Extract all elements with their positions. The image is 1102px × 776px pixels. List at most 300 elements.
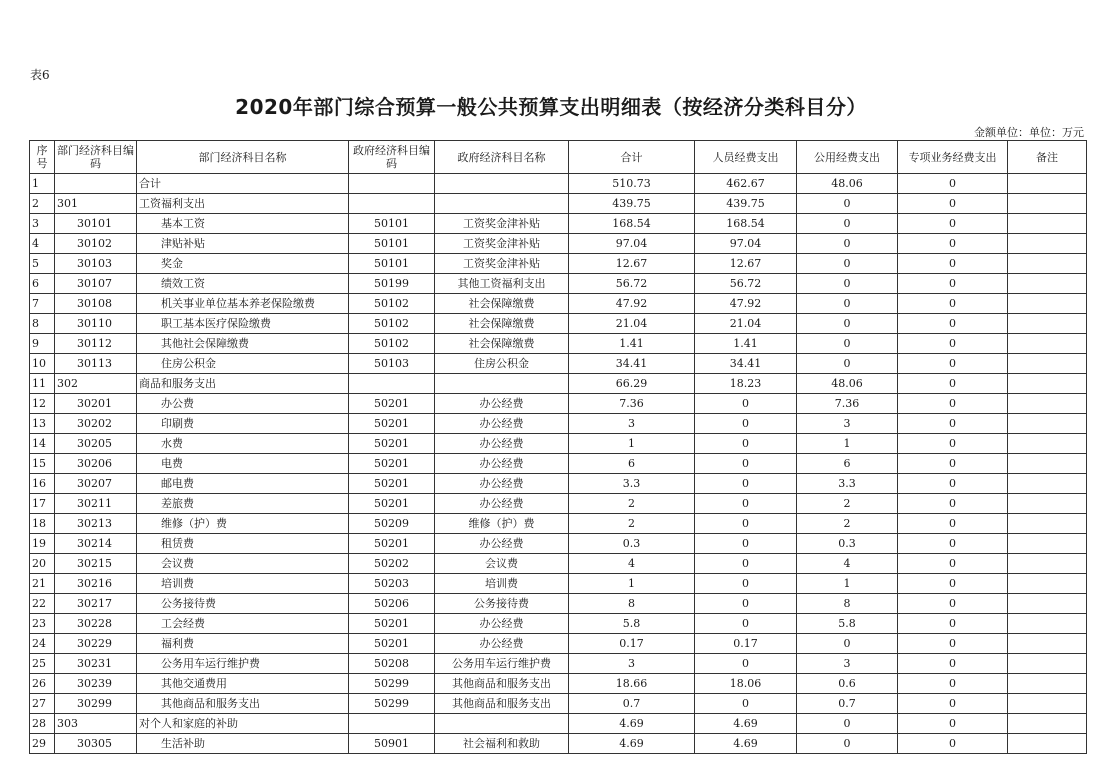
total-cell: 0.3: [569, 534, 695, 554]
note-cell: [1008, 694, 1087, 714]
total-cell: 8: [569, 594, 695, 614]
total-cell: 12.67: [569, 254, 695, 274]
header-cell: 政府经济科目名称: [435, 141, 569, 174]
table-body: [30, 174, 1087, 754]
special-cell: 0: [898, 674, 1008, 694]
gov-name-cell: 办公经费: [435, 474, 569, 494]
gov-code-cell: 50299: [349, 674, 435, 694]
public-cell: 3: [797, 414, 898, 434]
dept-code-cell: 30110: [55, 314, 137, 334]
gov-code-cell: 50203: [349, 574, 435, 594]
personnel-cell: 0: [695, 494, 797, 514]
row-number-cell: 12: [30, 394, 55, 414]
gov-code-cell: [349, 374, 435, 394]
total-cell: 56.72: [569, 274, 695, 294]
dept-name-cell: 水费: [137, 434, 349, 454]
dept-code-cell: 30113: [55, 354, 137, 374]
table-row: [30, 694, 1087, 714]
public-cell: 0.3: [797, 534, 898, 554]
note-cell: [1008, 394, 1087, 414]
gov-code-cell: 50102: [349, 334, 435, 354]
row-number-cell: 16: [30, 474, 55, 494]
gov-code-cell: 50201: [349, 454, 435, 474]
public-cell: 8: [797, 594, 898, 614]
table-row: [30, 474, 1087, 494]
personnel-cell: 0: [695, 434, 797, 454]
gov-name-cell: 社会福利和救助: [435, 734, 569, 754]
total-cell: 97.04: [569, 234, 695, 254]
table-row: [30, 554, 1087, 574]
public-cell: 7.36: [797, 394, 898, 414]
total-cell: 47.92: [569, 294, 695, 314]
note-cell: [1008, 574, 1087, 594]
special-cell: 0: [898, 374, 1008, 394]
row-number-cell: 4: [30, 234, 55, 254]
dept-name-cell: 差旅费: [137, 494, 349, 514]
personnel-cell: 439.75: [695, 194, 797, 214]
row-number-cell: 19: [30, 534, 55, 554]
gov-name-cell: 公务接待费: [435, 594, 569, 614]
total-cell: 7.36: [569, 394, 695, 414]
note-cell: [1008, 714, 1087, 734]
dept-code-cell: 30206: [55, 454, 137, 474]
gov-name-cell: 会议费: [435, 554, 569, 574]
amount-unit: 金额单位：单位：万元: [974, 126, 1084, 139]
gov-name-cell: 工资奖金津补贴: [435, 234, 569, 254]
special-cell: 0: [898, 454, 1008, 474]
note-cell: [1008, 594, 1087, 614]
table-row: [30, 294, 1087, 314]
special-cell: 0: [898, 414, 1008, 434]
note-cell: [1008, 434, 1087, 454]
dept-code-cell: 30228: [55, 614, 137, 634]
table-row: [30, 494, 1087, 514]
gov-code-cell: 50202: [349, 554, 435, 574]
dept-name-cell: 奖金: [137, 254, 349, 274]
personnel-cell: 18.06: [695, 674, 797, 694]
dept-name-cell: 商品和服务支出: [137, 374, 349, 394]
row-number-cell: 7: [30, 294, 55, 314]
special-cell: 0: [898, 734, 1008, 754]
dept-name-cell: 其他社会保障缴费: [137, 334, 349, 354]
dept-code-cell: 30207: [55, 474, 137, 494]
dept-name-cell: 邮电费: [137, 474, 349, 494]
dept-code-cell: 30107: [55, 274, 137, 294]
gov-name-cell: [435, 714, 569, 734]
special-cell: 0: [898, 214, 1008, 234]
total-cell: 4.69: [569, 734, 695, 754]
public-cell: 0: [797, 254, 898, 274]
dept-name-cell: 工资福利支出: [137, 194, 349, 214]
special-cell: 0: [898, 274, 1008, 294]
special-cell: 0: [898, 694, 1008, 714]
dept-name-cell: 印刷费: [137, 414, 349, 434]
gov-name-cell: 其他工资福利支出: [435, 274, 569, 294]
row-number-cell: 22: [30, 594, 55, 614]
gov-name-cell: 社会保障缴费: [435, 334, 569, 354]
table-row: [30, 314, 1087, 334]
row-number-cell: 24: [30, 634, 55, 654]
public-cell: 4: [797, 554, 898, 574]
public-cell: 0: [797, 334, 898, 354]
row-number-cell: 6: [30, 274, 55, 294]
gov-code-cell: [349, 714, 435, 734]
special-cell: 0: [898, 534, 1008, 554]
dept-name-cell: 会议费: [137, 554, 349, 574]
public-cell: 5.8: [797, 614, 898, 634]
personnel-cell: 47.92: [695, 294, 797, 314]
total-cell: 510.73: [569, 174, 695, 194]
total-cell: 18.66: [569, 674, 695, 694]
table-row: [30, 394, 1087, 414]
gov-name-cell: [435, 174, 569, 194]
special-cell: 0: [898, 514, 1008, 534]
note-cell: [1008, 334, 1087, 354]
table-row: [30, 574, 1087, 594]
gov-name-cell: 其他商品和服务支出: [435, 674, 569, 694]
row-number-cell: 5: [30, 254, 55, 274]
public-cell: 6: [797, 454, 898, 474]
dept-name-cell: 对个人和家庭的补助: [137, 714, 349, 734]
table-row: [30, 434, 1087, 454]
table-row: [30, 614, 1087, 634]
gov-name-cell: 社会保障缴费: [435, 314, 569, 334]
public-cell: 0.6: [797, 674, 898, 694]
table-row: [30, 274, 1087, 294]
header-cell: 专项业务经费支出: [898, 141, 1008, 174]
table-row: [30, 734, 1087, 754]
gov-code-cell: 50901: [349, 734, 435, 754]
note-cell: [1008, 254, 1087, 274]
note-cell: [1008, 174, 1087, 194]
note-cell: [1008, 674, 1087, 694]
row-number-cell: 29: [30, 734, 55, 754]
table-number: 表6: [30, 68, 50, 82]
dept-name-cell: 公务接待费: [137, 594, 349, 614]
row-number-cell: 26: [30, 674, 55, 694]
dept-name-cell: 其他商品和服务支出: [137, 694, 349, 714]
personnel-cell: 0: [695, 474, 797, 494]
row-number-cell: 11: [30, 374, 55, 394]
public-cell: 3: [797, 654, 898, 674]
table-row: [30, 634, 1087, 654]
gov-name-cell: 其他商品和服务支出: [435, 694, 569, 714]
public-cell: 0: [797, 294, 898, 314]
table-row: [30, 254, 1087, 274]
row-number-cell: 23: [30, 614, 55, 634]
total-cell: 1: [569, 574, 695, 594]
special-cell: 0: [898, 254, 1008, 274]
dept-name-cell: 培训费: [137, 574, 349, 594]
gov-code-cell: [349, 174, 435, 194]
public-cell: 3.3: [797, 474, 898, 494]
header-cell: 合计: [569, 141, 695, 174]
personnel-cell: 168.54: [695, 214, 797, 234]
dept-name-cell: 合计: [137, 174, 349, 194]
special-cell: 0: [898, 574, 1008, 594]
total-cell: 3: [569, 654, 695, 674]
header-cell: 公用经费支出: [797, 141, 898, 174]
personnel-cell: 18.23: [695, 374, 797, 394]
table-row: [30, 234, 1087, 254]
row-number-cell: 20: [30, 554, 55, 574]
header-cell: 部门经济科目编码: [55, 141, 137, 174]
gov-code-cell: 50102: [349, 294, 435, 314]
gov-name-cell: [435, 374, 569, 394]
special-cell: 0: [898, 614, 1008, 634]
dept-name-cell: 福利费: [137, 634, 349, 654]
gov-name-cell: [435, 194, 569, 214]
gov-name-cell: 办公经费: [435, 434, 569, 454]
dept-code-cell: 30213: [55, 514, 137, 534]
note-cell: [1008, 274, 1087, 294]
dept-name-cell: 绩效工资: [137, 274, 349, 294]
public-cell: 2: [797, 514, 898, 534]
row-number-cell: 10: [30, 354, 55, 374]
gov-code-cell: 50201: [349, 494, 435, 514]
gov-name-cell: 办公经费: [435, 614, 569, 634]
dept-code-cell: 30216: [55, 574, 137, 594]
dept-code-cell: 30101: [55, 214, 137, 234]
special-cell: 0: [898, 194, 1008, 214]
gov-code-cell: 50201: [349, 414, 435, 434]
personnel-cell: 1.41: [695, 334, 797, 354]
note-cell: [1008, 614, 1087, 634]
personnel-cell: 97.04: [695, 234, 797, 254]
personnel-cell: 4.69: [695, 734, 797, 754]
dept-code-cell: [55, 174, 137, 194]
gov-name-cell: 办公经费: [435, 634, 569, 654]
header-cell: 序号: [30, 141, 55, 174]
special-cell: 0: [898, 554, 1008, 574]
dept-code-cell: 302: [55, 374, 137, 394]
dept-name-cell: 职工基本医疗保险缴费: [137, 314, 349, 334]
gov-code-cell: 50201: [349, 474, 435, 494]
note-cell: [1008, 454, 1087, 474]
special-cell: 0: [898, 594, 1008, 614]
special-cell: 0: [898, 714, 1008, 734]
gov-code-cell: 50206: [349, 594, 435, 614]
dept-code-cell: 30299: [55, 694, 137, 714]
public-cell: 0: [797, 214, 898, 234]
total-cell: 168.54: [569, 214, 695, 234]
row-number-cell: 9: [30, 334, 55, 354]
note-cell: [1008, 554, 1087, 574]
total-cell: 21.04: [569, 314, 695, 334]
dept-code-cell: 30103: [55, 254, 137, 274]
gov-code-cell: 50201: [349, 434, 435, 454]
dept-name-cell: 租赁费: [137, 534, 349, 554]
total-cell: 439.75: [569, 194, 695, 214]
gov-name-cell: 培训费: [435, 574, 569, 594]
total-cell: 6: [569, 454, 695, 474]
note-cell: [1008, 534, 1087, 554]
row-number-cell: 21: [30, 574, 55, 594]
gov-code-cell: 50299: [349, 694, 435, 714]
dept-code-cell: 30305: [55, 734, 137, 754]
gov-name-cell: 办公经费: [435, 414, 569, 434]
row-number-cell: 2: [30, 194, 55, 214]
dept-code-cell: 30202: [55, 414, 137, 434]
table-row: [30, 594, 1087, 614]
gov-name-cell: 住房公积金: [435, 354, 569, 374]
gov-code-cell: 50201: [349, 534, 435, 554]
total-cell: 1: [569, 434, 695, 454]
total-cell: 2: [569, 514, 695, 534]
public-cell: 2: [797, 494, 898, 514]
table-row: [30, 654, 1087, 674]
gov-name-cell: 办公经费: [435, 534, 569, 554]
table-row: [30, 414, 1087, 434]
gov-name-cell: 社会保障缴费: [435, 294, 569, 314]
note-cell: [1008, 214, 1087, 234]
dept-name-cell: 生活补助: [137, 734, 349, 754]
special-cell: 0: [898, 294, 1008, 314]
table-row: [30, 514, 1087, 534]
public-cell: 0.7: [797, 694, 898, 714]
personnel-cell: 0: [695, 394, 797, 414]
personnel-cell: 12.67: [695, 254, 797, 274]
row-number-cell: 3: [30, 214, 55, 234]
personnel-cell: 0: [695, 594, 797, 614]
table-row: [30, 194, 1087, 214]
gov-code-cell: 50201: [349, 614, 435, 634]
dept-name-cell: 基本工资: [137, 214, 349, 234]
special-cell: 0: [898, 394, 1008, 414]
special-cell: 0: [898, 174, 1008, 194]
note-cell: [1008, 734, 1087, 754]
dept-code-cell: 30201: [55, 394, 137, 414]
note-cell: [1008, 514, 1087, 534]
public-cell: 0: [797, 234, 898, 254]
personnel-cell: 0: [695, 654, 797, 674]
public-cell: 0: [797, 634, 898, 654]
note-cell: [1008, 474, 1087, 494]
dept-name-cell: 维修（护）费: [137, 514, 349, 534]
dept-code-cell: 30214: [55, 534, 137, 554]
personnel-cell: 0: [695, 694, 797, 714]
gov-code-cell: 50102: [349, 314, 435, 334]
personnel-cell: 4.69: [695, 714, 797, 734]
total-cell: 34.41: [569, 354, 695, 374]
row-number-cell: 27: [30, 694, 55, 714]
gov-code-cell: 50201: [349, 394, 435, 414]
special-cell: 0: [898, 354, 1008, 374]
note-cell: [1008, 194, 1087, 214]
special-cell: 0: [898, 314, 1008, 334]
total-cell: 3.3: [569, 474, 695, 494]
special-cell: 0: [898, 334, 1008, 354]
gov-name-cell: 工资奖金津补贴: [435, 254, 569, 274]
gov-code-cell: 50103: [349, 354, 435, 374]
table-row: [30, 674, 1087, 694]
row-number-cell: 28: [30, 714, 55, 734]
dept-name-cell: 公务用车运行维护费: [137, 654, 349, 674]
total-cell: 4: [569, 554, 695, 574]
table-row: [30, 454, 1087, 474]
gov-name-cell: 公务用车运行维护费: [435, 654, 569, 674]
note-cell: [1008, 374, 1087, 394]
public-cell: 48.06: [797, 374, 898, 394]
gov-code-cell: 50101: [349, 214, 435, 234]
dept-code-cell: 30231: [55, 654, 137, 674]
personnel-cell: 0: [695, 514, 797, 534]
gov-name-cell: 维修（护）费: [435, 514, 569, 534]
public-cell: 1: [797, 434, 898, 454]
table-row: [30, 354, 1087, 374]
dept-code-cell: 30205: [55, 434, 137, 454]
dept-code-cell: 30211: [55, 494, 137, 514]
dept-name-cell: 机关事业单位基本养老保险缴费: [137, 294, 349, 314]
public-cell: 48.06: [797, 174, 898, 194]
total-cell: 1.41: [569, 334, 695, 354]
special-cell: 0: [898, 234, 1008, 254]
special-cell: 0: [898, 654, 1008, 674]
gov-name-cell: 办公经费: [435, 394, 569, 414]
gov-code-cell: 50199: [349, 274, 435, 294]
dept-code-cell: 30229: [55, 634, 137, 654]
personnel-cell: 0: [695, 554, 797, 574]
public-cell: 0: [797, 354, 898, 374]
page-title: 2020年部门综合预算一般公共预算支出明细表（按经济分类科目分）: [235, 95, 867, 119]
gov-code-cell: 50208: [349, 654, 435, 674]
gov-name-cell: 工资奖金津补贴: [435, 214, 569, 234]
dept-name-cell: 其他交通费用: [137, 674, 349, 694]
table-row: [30, 374, 1087, 394]
personnel-cell: 0: [695, 454, 797, 474]
note-cell: [1008, 294, 1087, 314]
table-row: [30, 214, 1087, 234]
header-cell: 政府经济科目编码: [349, 141, 435, 174]
note-cell: [1008, 494, 1087, 514]
row-number-cell: 1: [30, 174, 55, 194]
personnel-cell: 21.04: [695, 314, 797, 334]
special-cell: 0: [898, 634, 1008, 654]
header-cell: 人员经费支出: [695, 141, 797, 174]
special-cell: 0: [898, 434, 1008, 454]
personnel-cell: 34.41: [695, 354, 797, 374]
gov-code-cell: [349, 194, 435, 214]
header-row: [30, 141, 1087, 174]
dept-name-cell: 住房公积金: [137, 354, 349, 374]
row-number-cell: 25: [30, 654, 55, 674]
budget-table: [29, 140, 1087, 754]
row-number-cell: 17: [30, 494, 55, 514]
gov-code-cell: 50101: [349, 254, 435, 274]
total-cell: 5.8: [569, 614, 695, 634]
table-row: [30, 534, 1087, 554]
personnel-cell: 0: [695, 614, 797, 634]
note-cell: [1008, 634, 1087, 654]
table-row: [30, 174, 1087, 194]
gov-name-cell: 办公经费: [435, 454, 569, 474]
dept-name-cell: 电费: [137, 454, 349, 474]
total-cell: 2: [569, 494, 695, 514]
total-cell: 0.17: [569, 634, 695, 654]
dept-name-cell: 办公费: [137, 394, 349, 414]
row-number-cell: 13: [30, 414, 55, 434]
personnel-cell: 0: [695, 534, 797, 554]
dept-code-cell: 30217: [55, 594, 137, 614]
dept-code-cell: 301: [55, 194, 137, 214]
public-cell: 0: [797, 314, 898, 334]
dept-code-cell: 303: [55, 714, 137, 734]
personnel-cell: 56.72: [695, 274, 797, 294]
public-cell: 1: [797, 574, 898, 594]
dept-code-cell: 30215: [55, 554, 137, 574]
special-cell: 0: [898, 474, 1008, 494]
row-number-cell: 8: [30, 314, 55, 334]
